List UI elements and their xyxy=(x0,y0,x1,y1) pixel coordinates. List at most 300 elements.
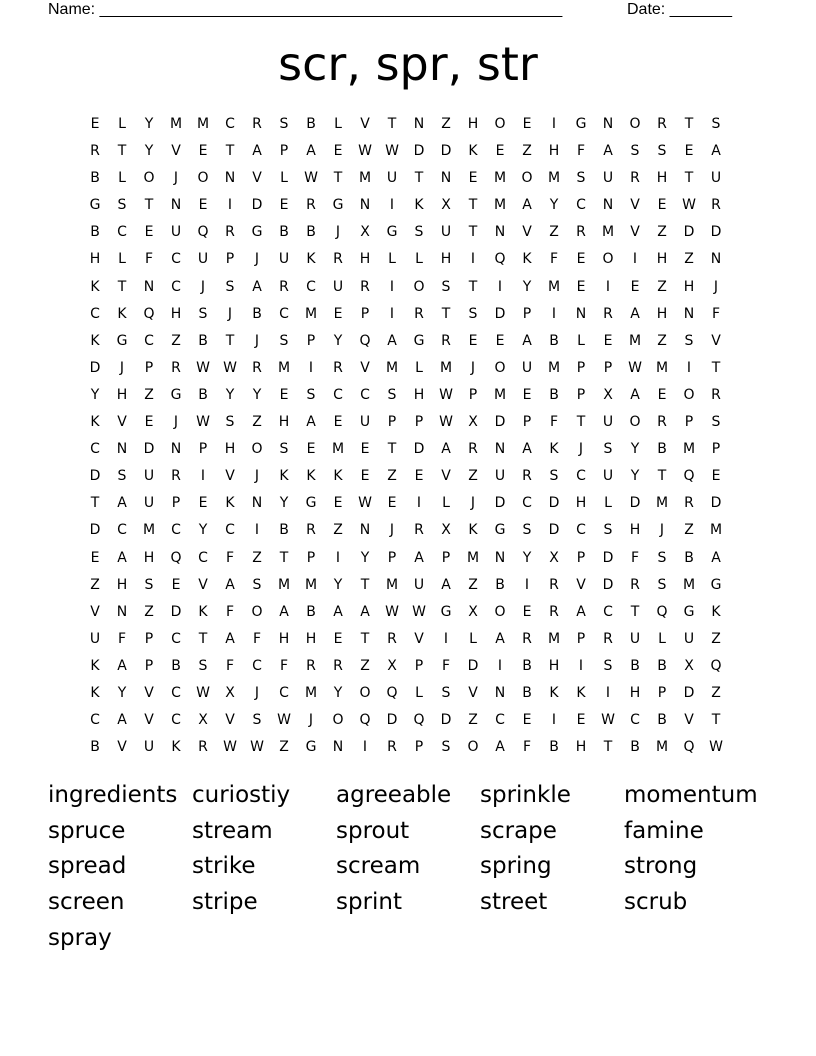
grid-letter: R xyxy=(468,441,478,458)
grid-letter: X xyxy=(387,657,397,674)
grid-letter: D xyxy=(440,143,452,160)
grid-letter: X xyxy=(198,712,208,729)
grid-letter: U xyxy=(170,224,182,241)
grid-letter: R xyxy=(333,657,343,674)
grid-letter: I xyxy=(632,251,638,268)
grid-letter: Q xyxy=(494,251,506,268)
grid-letter: N xyxy=(494,684,506,701)
grid-letter: S xyxy=(576,170,586,187)
grid-letter: A xyxy=(117,657,127,674)
grid-letter: B xyxy=(171,657,181,674)
grid-letter: D xyxy=(89,359,101,376)
grid-letter: T xyxy=(468,278,478,295)
grid-letter: R xyxy=(657,414,667,431)
grid-letter: I xyxy=(227,197,233,214)
grid-letter: Z xyxy=(549,224,559,241)
word-bank-item: curiostiy xyxy=(192,782,291,808)
grid-letter: T xyxy=(387,441,397,458)
grid-letter: W xyxy=(439,386,453,403)
grid-letter: P xyxy=(576,549,586,566)
grid-letter: M xyxy=(277,359,291,376)
name-field: Name: ____________________________________________________ xyxy=(48,1,563,18)
grid-letter: H xyxy=(440,251,452,268)
grid-letter: E xyxy=(333,630,343,647)
grid-letter: L xyxy=(658,630,666,647)
grid-letter: C xyxy=(225,116,235,132)
grid-letter: D xyxy=(143,441,155,458)
grid-letter: W xyxy=(304,170,318,187)
grid-letter: G xyxy=(710,576,722,593)
grid-letter: E xyxy=(198,197,208,214)
grid-letter: H xyxy=(548,657,560,674)
grid-letter: A xyxy=(495,630,505,647)
grid-letter: P xyxy=(144,657,154,674)
grid-letter: Z xyxy=(468,576,478,593)
grid-letter: T xyxy=(441,305,451,322)
grid-letter: T xyxy=(333,170,343,187)
grid-letter: I xyxy=(443,630,449,647)
grid-letter: K xyxy=(90,684,100,701)
grid-letter: S xyxy=(252,576,262,593)
grid-letter: P xyxy=(306,549,316,566)
grid-letter: R xyxy=(387,739,397,756)
grid-letter: B xyxy=(522,684,532,701)
grid-letter: H xyxy=(170,305,182,322)
grid-letter: W xyxy=(223,739,237,756)
grid-letter: R xyxy=(252,359,262,376)
grid-letter: N xyxy=(116,441,128,458)
grid-letter: H xyxy=(305,630,317,647)
grid-letter: R xyxy=(441,332,451,349)
grid-letter: B xyxy=(657,657,667,674)
grid-letter: S xyxy=(414,224,424,241)
grid-letter: G xyxy=(440,603,452,620)
grid-letter: J xyxy=(254,251,260,268)
grid-letter: M xyxy=(601,224,615,241)
grid-letter: I xyxy=(389,197,395,214)
grid-letter: B xyxy=(306,224,316,241)
grid-letter: Y xyxy=(549,197,559,214)
grid-letter: O xyxy=(467,739,479,756)
grid-letter: H xyxy=(89,251,101,268)
grid-letter: A xyxy=(225,630,235,647)
grid-letter: M xyxy=(628,332,642,349)
grid-letter: S xyxy=(603,522,613,539)
grid-letter: Z xyxy=(468,712,478,729)
grid-letter: F xyxy=(144,251,154,268)
word-bank-item: spread xyxy=(48,853,127,880)
grid-letter: K xyxy=(549,684,559,701)
grid-letter: E xyxy=(414,468,424,485)
grid-letter: Y xyxy=(279,495,289,512)
grid-letter: L xyxy=(118,116,126,132)
grid-letter: N xyxy=(170,197,182,214)
grid-letter: R xyxy=(198,739,208,756)
grid-letter: V xyxy=(144,712,154,729)
grid-letter: M xyxy=(385,359,399,376)
grid-letter: V xyxy=(630,197,640,214)
grid-letter: H xyxy=(575,495,587,512)
grid-letter: P xyxy=(441,549,451,566)
grid-letter: K xyxy=(90,414,100,431)
grid-letter: P xyxy=(360,305,370,322)
grid-letter: E xyxy=(279,197,289,214)
grid-letter: P xyxy=(684,414,694,431)
grid-letter: A xyxy=(252,278,262,295)
grid-letter: S xyxy=(657,576,667,593)
grid-letter: Y xyxy=(333,684,343,701)
grid-letter: W xyxy=(385,603,399,620)
grid-letter: Z xyxy=(171,332,181,349)
grid-letter: V xyxy=(630,224,640,241)
grid-letter: M xyxy=(277,576,291,593)
grid-letter: A xyxy=(495,739,505,756)
grid-letter: P xyxy=(387,549,397,566)
grid-letter: F xyxy=(225,657,235,674)
grid-letter: C xyxy=(144,332,154,349)
grid-letter: Z xyxy=(468,468,478,485)
grid-letter: V xyxy=(117,739,127,756)
grid-letter: F xyxy=(630,549,640,566)
grid-letter: B xyxy=(306,603,316,620)
grid-letter: W xyxy=(385,143,399,160)
grid-letter: C xyxy=(171,712,181,729)
grid-letter: N xyxy=(494,224,506,241)
word-bank-item: ingredients xyxy=(48,782,178,808)
grid-letter: B xyxy=(549,386,559,403)
grid-letter: I xyxy=(200,468,206,485)
grid-letter: K xyxy=(333,468,343,485)
grid-letter: E xyxy=(333,495,343,512)
grid-letter: S xyxy=(441,278,451,295)
grid-letter: O xyxy=(629,116,641,132)
grid-letter: Q xyxy=(359,712,371,729)
grid-letter: R xyxy=(171,468,181,485)
grid-letter: I xyxy=(605,684,611,701)
grid-letter: U xyxy=(602,414,614,431)
grid-letter: O xyxy=(494,603,506,620)
grid-letter: R xyxy=(576,224,586,241)
grid-letter: M xyxy=(331,441,345,458)
grid-letter: D xyxy=(89,522,101,539)
grid-letter: A xyxy=(414,549,424,566)
grid-letter: N xyxy=(710,251,722,268)
grid-letter: I xyxy=(551,305,557,322)
grid-letter: K xyxy=(306,251,316,268)
grid-letter: S xyxy=(468,305,478,322)
grid-letter: A xyxy=(522,332,532,349)
grid-letter: R xyxy=(414,305,424,322)
grid-letter: H xyxy=(629,684,641,701)
grid-letter: P xyxy=(576,630,586,647)
grid-letter: R xyxy=(333,251,343,268)
grid-letter: W xyxy=(196,414,210,431)
grid-letter: U xyxy=(386,170,398,187)
grid-letter: D xyxy=(494,414,506,431)
grid-letter: E xyxy=(576,251,586,268)
grid-letter: U xyxy=(710,170,722,187)
grid-letter: E xyxy=(360,441,370,458)
grid-letter: M xyxy=(655,359,669,376)
grid-letter: U xyxy=(683,630,695,647)
grid-letter: O xyxy=(521,170,533,187)
grid-letter: H xyxy=(656,170,668,187)
grid-letter: A xyxy=(387,332,397,349)
grid-letter: R xyxy=(684,495,694,512)
word-bank-item: stripe xyxy=(192,889,258,916)
grid-letter: U xyxy=(440,224,452,241)
grid-letter: K xyxy=(468,143,478,160)
grid-letter: L xyxy=(388,251,396,268)
grid-letter: S xyxy=(225,278,235,295)
grid-letter: M xyxy=(304,305,318,322)
grid-letter: E xyxy=(657,197,667,214)
grid-letter: O xyxy=(332,712,344,729)
grid-letter: C xyxy=(576,468,586,485)
grid-letter: N xyxy=(440,170,452,187)
grid-letter: K xyxy=(279,468,289,485)
grid-letter: O xyxy=(143,170,155,187)
grid-letter: N xyxy=(116,603,128,620)
grid-letter: E xyxy=(333,305,343,322)
grid-letter: H xyxy=(116,576,128,593)
grid-letter: T xyxy=(711,359,721,376)
grid-letter: K xyxy=(522,251,532,268)
grid-letter: J xyxy=(254,332,260,349)
grid-letter: U xyxy=(413,576,425,593)
grid-letter: O xyxy=(494,359,506,376)
grid-letter: Q xyxy=(683,468,695,485)
grid-letter: B xyxy=(657,712,667,729)
grid-letter: W xyxy=(412,603,426,620)
grid-letter: S xyxy=(387,386,397,403)
grid-letter: C xyxy=(90,712,100,729)
grid-letter: R xyxy=(549,603,559,620)
grid-letter: D xyxy=(629,495,641,512)
grid-letter: A xyxy=(117,495,127,512)
grid-letter: I xyxy=(389,305,395,322)
grid-letter: K xyxy=(549,441,559,458)
grid-letter: D xyxy=(602,576,614,593)
grid-letter: B xyxy=(90,739,100,756)
grid-letter: T xyxy=(198,630,208,647)
grid-letter: N xyxy=(575,305,587,322)
grid-letter: Q xyxy=(656,603,668,620)
grid-letter: L xyxy=(577,332,585,349)
grid-letter: F xyxy=(225,549,235,566)
grid-letter: T xyxy=(117,278,127,295)
grid-letter: A xyxy=(225,576,235,593)
grid-letter: M xyxy=(547,278,561,295)
grid-letter: G xyxy=(332,197,344,214)
grid-letter: V xyxy=(522,224,532,241)
grid-letter: S xyxy=(522,522,532,539)
grid-letter: I xyxy=(524,576,530,593)
grid-letter: P xyxy=(414,739,424,756)
grid-letter: L xyxy=(118,251,126,268)
grid-letter: Z xyxy=(90,576,100,593)
grid-letter: M xyxy=(439,359,453,376)
grid-letter: X xyxy=(468,603,478,620)
word-bank-item: famine xyxy=(624,817,704,844)
grid-letter: F xyxy=(252,630,262,647)
grid-letter: Z xyxy=(684,522,694,539)
grid-letter: A xyxy=(522,441,532,458)
grid-letter: V xyxy=(468,684,478,701)
grid-letter: C xyxy=(495,712,505,729)
grid-letter: J xyxy=(308,712,314,729)
grid-letter: B xyxy=(198,386,208,403)
grid-letter: H xyxy=(656,305,668,322)
grid-letter: B xyxy=(684,549,694,566)
grid-letter: R xyxy=(306,522,316,539)
grid-letter: O xyxy=(413,278,425,295)
grid-letter: M xyxy=(709,522,723,539)
grid-letter: R xyxy=(90,143,100,160)
grid-letter: Q xyxy=(170,549,182,566)
grid-letter: C xyxy=(576,197,586,214)
grid-letter: J xyxy=(470,495,476,512)
grid-letter: Z xyxy=(144,386,154,403)
grid-letter: T xyxy=(225,332,235,349)
grid-letter: A xyxy=(306,143,316,160)
grid-letter: C xyxy=(171,522,181,539)
grid-letter: N xyxy=(602,116,614,132)
grid-letter: E xyxy=(171,576,181,593)
grid-letter: E xyxy=(144,224,154,241)
grid-letter: G xyxy=(89,197,101,214)
grid-letter: C xyxy=(333,386,343,403)
grid-letter: K xyxy=(90,332,100,349)
grid-letter: E xyxy=(279,386,289,403)
grid-letter: R xyxy=(171,359,181,376)
grid-letter: S xyxy=(117,197,127,214)
word-bank-item: scream xyxy=(336,853,421,880)
grid-letter: T xyxy=(684,170,694,187)
grid-letter: I xyxy=(578,657,584,674)
grid-letter: F xyxy=(549,414,559,431)
grid-letter: H xyxy=(359,251,371,268)
grid-letter: X xyxy=(225,684,235,701)
grid-letter: D xyxy=(251,197,263,214)
grid-letter: H xyxy=(413,386,425,403)
grid-letter: P xyxy=(198,441,208,458)
grid-letter: R xyxy=(252,116,262,132)
grid-letter: M xyxy=(304,684,318,701)
grid-letter: H xyxy=(629,522,641,539)
grid-letter: T xyxy=(90,495,100,512)
grid-letter: Z xyxy=(441,116,451,132)
word-bank-item: spruce xyxy=(48,817,126,844)
word-bank-item: screen xyxy=(48,889,125,916)
word-bank-item: sprint xyxy=(336,889,403,916)
grid-letter: Y xyxy=(360,549,370,566)
grid-letter: Q xyxy=(683,739,695,756)
word-bank-item: spray xyxy=(48,924,112,951)
page-title: scr, spr, str xyxy=(278,37,538,91)
grid-letter: L xyxy=(334,116,342,132)
grid-letter: H xyxy=(683,278,695,295)
grid-letter: G xyxy=(575,116,587,132)
grid-letter: A xyxy=(522,197,532,214)
grid-letter: V xyxy=(225,468,235,485)
grid-letter: J xyxy=(254,684,260,701)
grid-letter: S xyxy=(657,143,667,160)
grid-letter: V xyxy=(171,143,181,160)
grid-letter: K xyxy=(414,197,424,214)
grid-letter: X xyxy=(441,522,451,539)
grid-letter: N xyxy=(494,549,506,566)
grid-letter: C xyxy=(360,386,370,403)
grid-letter: O xyxy=(494,116,506,132)
grid-letter: I xyxy=(551,712,557,729)
grid-letter: R xyxy=(603,305,613,322)
grid-letter: O xyxy=(251,441,263,458)
grid-letter: R xyxy=(711,197,721,214)
grid-letter: E xyxy=(198,495,208,512)
grid-letter: U xyxy=(143,495,155,512)
grid-letter: S xyxy=(279,441,289,458)
grid-letter: W xyxy=(358,495,372,512)
date-field: Date: _______ xyxy=(627,1,732,18)
grid-letter: V xyxy=(360,116,370,132)
grid-letter: A xyxy=(441,576,451,593)
grid-letter: V xyxy=(198,576,208,593)
grid-letter: T xyxy=(360,576,370,593)
grid-letter: J xyxy=(200,278,206,295)
grid-letter: U xyxy=(89,630,101,647)
grid-letter: N xyxy=(359,197,371,214)
grid-letter: W xyxy=(628,359,642,376)
grid-letter: Y xyxy=(522,549,532,566)
grid-letter: P xyxy=(576,359,586,376)
grid-letter: Y xyxy=(333,332,343,349)
grid-letter: T xyxy=(144,197,154,214)
grid-letter: N xyxy=(413,116,425,132)
grid-letter: M xyxy=(304,576,318,593)
grid-letter: B xyxy=(90,170,100,187)
grid-letter: U xyxy=(602,170,614,187)
grid-letter: R xyxy=(279,278,289,295)
grid-letter: Z xyxy=(252,549,262,566)
grid-letter: C xyxy=(630,712,640,729)
grid-letter: H xyxy=(224,441,236,458)
grid-letter: R xyxy=(630,576,640,593)
grid-letter: V xyxy=(252,170,262,187)
grid-letter: N xyxy=(251,495,263,512)
grid-letter: T xyxy=(360,630,370,647)
grid-letter: K xyxy=(468,522,478,539)
grid-letter: P xyxy=(522,305,532,322)
grid-letter: C xyxy=(171,278,181,295)
grid-letter: B xyxy=(549,332,559,349)
grid-letter: O xyxy=(359,684,371,701)
grid-letter: A xyxy=(117,549,127,566)
grid-letter: E xyxy=(468,170,478,187)
grid-letter: H xyxy=(116,386,128,403)
grid-letter: P xyxy=(144,359,154,376)
grid-letter: J xyxy=(254,468,260,485)
grid-letter: Y xyxy=(117,684,127,701)
grid-letter: W xyxy=(277,712,291,729)
grid-letter: V xyxy=(711,332,721,349)
grid-letter: T xyxy=(225,143,235,160)
grid-letter: G xyxy=(305,495,317,512)
grid-letter: U xyxy=(359,414,371,431)
grid-letter: S xyxy=(225,414,235,431)
grid-letter: R xyxy=(387,630,397,647)
grid-letter: Y xyxy=(630,441,640,458)
